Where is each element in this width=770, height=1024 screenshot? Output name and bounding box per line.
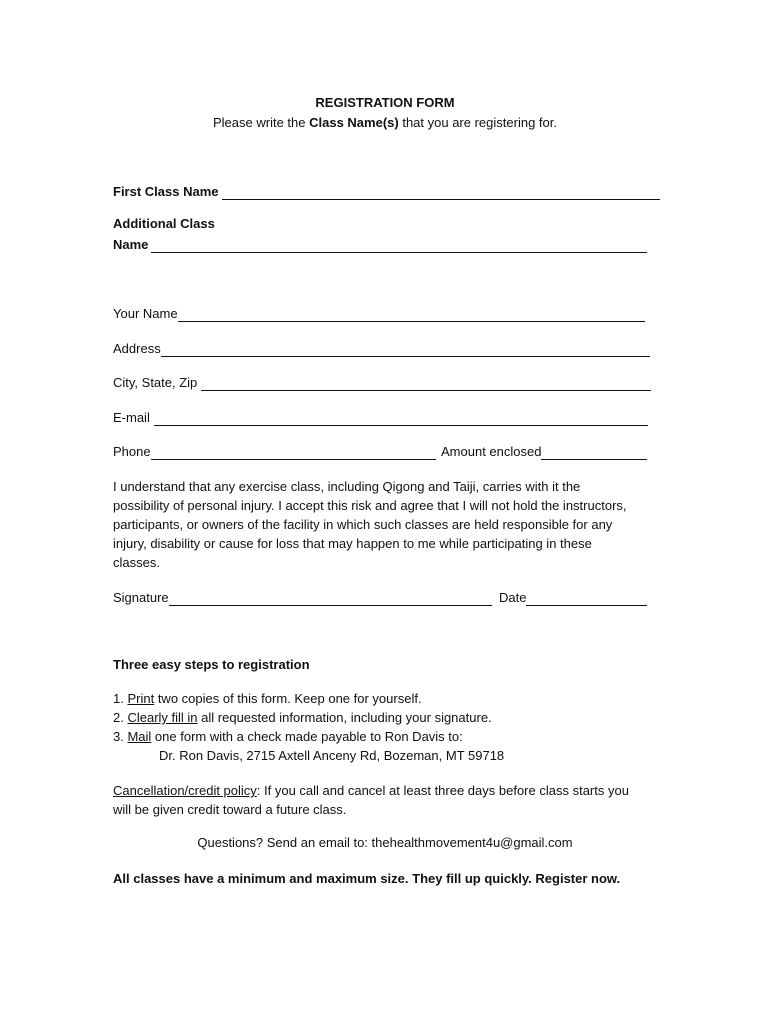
step-3-keyword: Mail [127,729,152,744]
signature-line[interactable] [169,591,492,606]
step-2-keyword: Clearly fill in [127,710,198,725]
additional-class-name-line[interactable] [151,238,647,253]
address-field[interactable] [113,339,650,357]
address-line[interactable] [161,342,650,357]
step-3 [113,727,504,746]
form-title: REGISTRATION FORM [315,95,455,110]
steps-list [113,689,504,765]
mail-address: Dr. Ron Davis, 2715 Axtell Anceny Rd, Bozeman, MT 59718 [159,748,505,763]
additional-class-name-field[interactable] [113,235,647,253]
city-state-zip-field[interactable] [113,373,651,391]
step-1-number: 1. [113,691,128,706]
additional-class-label-line1: Additional Class [113,216,215,231]
step-2-number: 2. [113,710,128,725]
city-state-zip-line[interactable] [201,376,651,391]
your-name-line[interactable] [178,307,645,322]
cancellation-policy [113,781,643,819]
additional-class-label-line2: Name [113,237,149,252]
signature-field[interactable] [113,588,492,606]
email-field[interactable] [113,408,648,426]
amount-enclosed-label: Amount enclosed [441,444,542,459]
date-line[interactable] [526,591,647,606]
subtitle-suffix: that you are registering for. [398,115,557,130]
steps-heading: Three easy steps to registration [113,657,310,672]
address-label: Address [113,341,161,356]
phone-label: Phone [113,444,151,459]
first-class-name-line[interactable] [222,185,660,200]
date-label: Date [499,590,527,605]
amount-enclosed-line[interactable] [541,445,647,460]
first-class-name-field[interactable] [113,182,660,200]
city-state-zip-label: City, State, Zip [113,375,198,390]
subtitle-bold: Class Name(s) [309,115,399,130]
waiver-text: I understand that any exercise class, including Qigong and Taiji, carries with it the possibility of personal injury. I accept this risk and agree that I will not hold the instructors, participants, or owners of the facility in which such classes are held responsible for any injury, disability or cause for loss that may happen to me while participating in these classes. [113,479,627,570]
form-subtitle [0,115,770,131]
your-name-field[interactable] [113,304,645,322]
phone-line[interactable] [151,445,436,460]
step-1-keyword: Print [127,691,155,706]
cancellation-policy-label: Cancellation/credit policy [113,783,257,798]
your-name-label: Your Name [113,306,178,321]
signature-label: Signature [113,590,169,605]
email-line[interactable] [154,411,648,426]
date-field[interactable] [499,588,647,606]
step-2 [113,708,504,727]
step-1 [113,689,504,708]
email-label: E-mail [113,410,150,425]
footer-note: All classes have a minimum and maximum size. They fill up quickly. Register now. [113,871,621,886]
subtitle-prefix: Please write the [213,115,310,130]
phone-field[interactable] [113,442,436,460]
step-1-text: two copies of this form. Keep one for yourself. [154,691,422,706]
step-3-text: one form with a check made payable to Ron Davis to: [151,729,463,744]
step-2-text: all requested information, including your signature. [197,710,492,725]
questions-contact: Questions? Send an email to: thehealthmovement4u@gmail.com [197,835,573,850]
step-3-number: 3. [113,729,128,744]
amount-enclosed-field[interactable] [441,442,647,460]
cancellation-policy-text: : If you call and cancel at least three days before class starts you will be given credit toward a future class. [113,783,629,817]
first-class-name-label: First Class Name [113,184,219,199]
